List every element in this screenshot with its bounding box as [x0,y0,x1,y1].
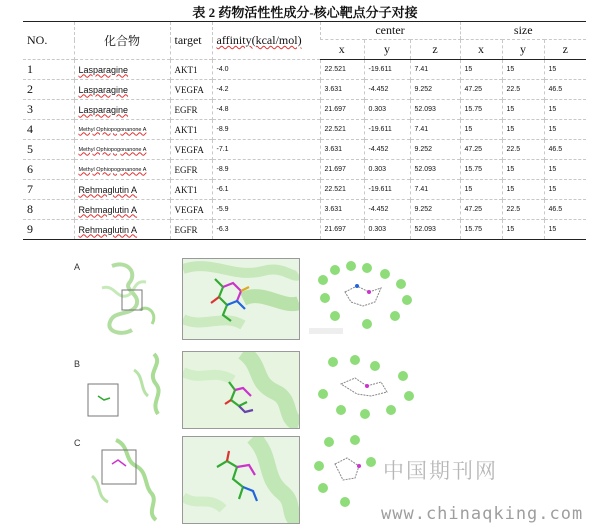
cell-center-z: 52.093 [410,220,460,240]
cell-affinity: -4.0 [212,60,320,80]
cell-center-y: -19.611 [364,60,410,80]
cell-compound: Lasparagine [74,60,170,80]
protein-overview-a [92,258,176,338]
cell-size-x: 15 [460,60,502,80]
cell-target: EGFR [170,220,212,240]
table-row [23,220,586,240]
interaction-diagram-a [305,258,425,338]
cell-size-y: 22.5 [502,140,544,160]
panel-label-b: B [74,359,81,369]
header-affinity-label: affinity(kcal/mol) [216,33,302,47]
header-center: center [320,22,460,40]
cell-affinity: -8.9 [212,120,320,140]
cell-size-x: 15.75 [460,220,502,240]
cell-no: 1 [23,60,74,80]
cell-center-y: -19.611 [364,180,410,200]
binding-pocket-b [182,351,300,429]
cell-size-y: 15 [502,120,544,140]
cell-size-z: 15 [544,100,586,120]
header-no: NO. [23,22,74,60]
cell-center-x: 3.631 [320,200,364,220]
cell-target: VEGFA [170,80,212,100]
cell-size-y: 15 [502,220,544,240]
cell-no: 2 [23,80,74,100]
cell-target: AKT1 [170,180,212,200]
table-row [23,160,586,180]
cell-size-z: 15 [544,220,586,240]
cell-center-y: -19.611 [364,120,410,140]
cell-compound: Methyl Ophiopogonanone A [74,120,170,140]
header-center-y: y [364,40,410,60]
cell-size-z: 15 [544,160,586,180]
docking-table [23,21,586,240]
cell-center-x: 22.521 [320,120,364,140]
table-row [23,200,586,220]
watermark-site-name: 中国期刊网 [383,459,498,483]
cell-target: EGFR [170,100,212,120]
cell-compound: Lasparagine [74,100,170,120]
cell-size-z: 15 [544,60,586,80]
cell-affinity: -6.3 [212,220,320,240]
cell-center-z: 9.252 [410,80,460,100]
cell-no: 5 [23,140,74,160]
cell-size-x: 15 [460,180,502,200]
cell-center-x: 22.521 [320,60,364,80]
header-center-x: x [320,40,364,60]
interaction-diagram-b [305,352,425,424]
cell-center-y: -4.452 [364,200,410,220]
table-row [23,100,586,120]
protein-overview-b [84,350,176,426]
header-target: target [170,22,212,60]
cell-size-x: 47.25 [460,200,502,220]
cell-size-x: 15 [460,120,502,140]
cell-center-x: 22.521 [320,180,364,200]
cell-size-y: 15 [502,100,544,120]
header-center-z: z [410,40,460,60]
cell-no: 8 [23,200,74,220]
panel-label-a: A [74,262,81,272]
table-row [23,80,586,100]
cell-size-x: 15.75 [460,160,502,180]
cell-center-y: 0.303 [364,160,410,180]
header-size: size [460,22,586,40]
cell-center-x: 3.631 [320,80,364,100]
cell-center-x: 3.631 [320,140,364,160]
cell-target: AKT1 [170,120,212,140]
cell-size-y: 22.5 [502,80,544,100]
table-row [23,180,586,200]
header-size-y: y [502,40,544,60]
cell-center-x: 21.697 [320,160,364,180]
cell-size-y: 22.5 [502,200,544,220]
cell-size-z: 15 [544,120,586,140]
cell-center-y: -4.452 [364,140,410,160]
cell-no: 9 [23,220,74,240]
cell-compound: Rehmaglutin A [74,200,170,220]
cell-affinity: -5.9 [212,200,320,220]
table-row [23,60,586,80]
cell-center-z: 7.41 [410,180,460,200]
cell-compound: Rehmaglutin A [74,180,170,200]
cell-affinity: -7.1 [212,140,320,160]
table-row [23,140,586,160]
table-row [23,120,586,140]
cell-center-z: 9.252 [410,200,460,220]
cell-center-y: 0.303 [364,100,410,120]
cell-affinity: -4.8 [212,100,320,120]
cell-center-z: 7.41 [410,120,460,140]
cell-size-y: 15 [502,180,544,200]
panel-label-c: C [74,438,81,448]
cell-size-z: 15 [544,180,586,200]
cell-affinity: -6.1 [212,180,320,200]
cell-size-z: 46.5 [544,200,586,220]
cell-no: 7 [23,180,74,200]
cell-compound: Rehmaglutin A [74,220,170,240]
cell-compound: Lasparagine [74,80,170,100]
cell-target: AKT1 [170,60,212,80]
cell-no: 4 [23,120,74,140]
cell-target: VEGFA [170,140,212,160]
header-size-x: x [460,40,502,60]
cell-size-y: 15 [502,60,544,80]
cell-affinity: -8.9 [212,160,320,180]
cell-center-z: 52.093 [410,160,460,180]
cell-no: 6 [23,160,74,180]
cell-center-x: 21.697 [320,100,364,120]
cell-size-x: 15.75 [460,100,502,120]
binding-pocket-c [182,436,300,524]
header-size-z: z [544,40,586,60]
cell-target: VEGFA [170,200,212,220]
cell-center-z: 7.41 [410,60,460,80]
cell-no: 3 [23,100,74,120]
binding-pocket-a [182,258,300,340]
cell-size-x: 47.25 [460,80,502,100]
cell-target: EGFR [170,160,212,180]
cell-compound: Methyl Ophiopogonanone A [74,160,170,180]
cell-center-z: 52.093 [410,100,460,120]
cell-size-x: 47.25 [460,140,502,160]
header-affinity [212,22,320,60]
cell-affinity: -4.2 [212,80,320,100]
table-title: 表 2 药物活性性成分-核心靶点分子对接 [192,5,418,20]
cell-size-y: 15 [502,160,544,180]
cell-size-z: 46.5 [544,80,586,100]
cell-center-z: 9.252 [410,140,460,160]
protein-overview-c [86,436,176,522]
cell-center-x: 21.697 [320,220,364,240]
cell-center-y: 0.303 [364,220,410,240]
cell-size-z: 46.5 [544,140,586,160]
cell-compound: Methyl Ophiopogonanone A [74,140,170,160]
watermark-url: www.chinaqking.com [381,504,584,524]
cell-center-y: -4.452 [364,80,410,100]
header-compound: 化合物 [74,22,170,60]
interaction-diagram-c [305,432,385,518]
